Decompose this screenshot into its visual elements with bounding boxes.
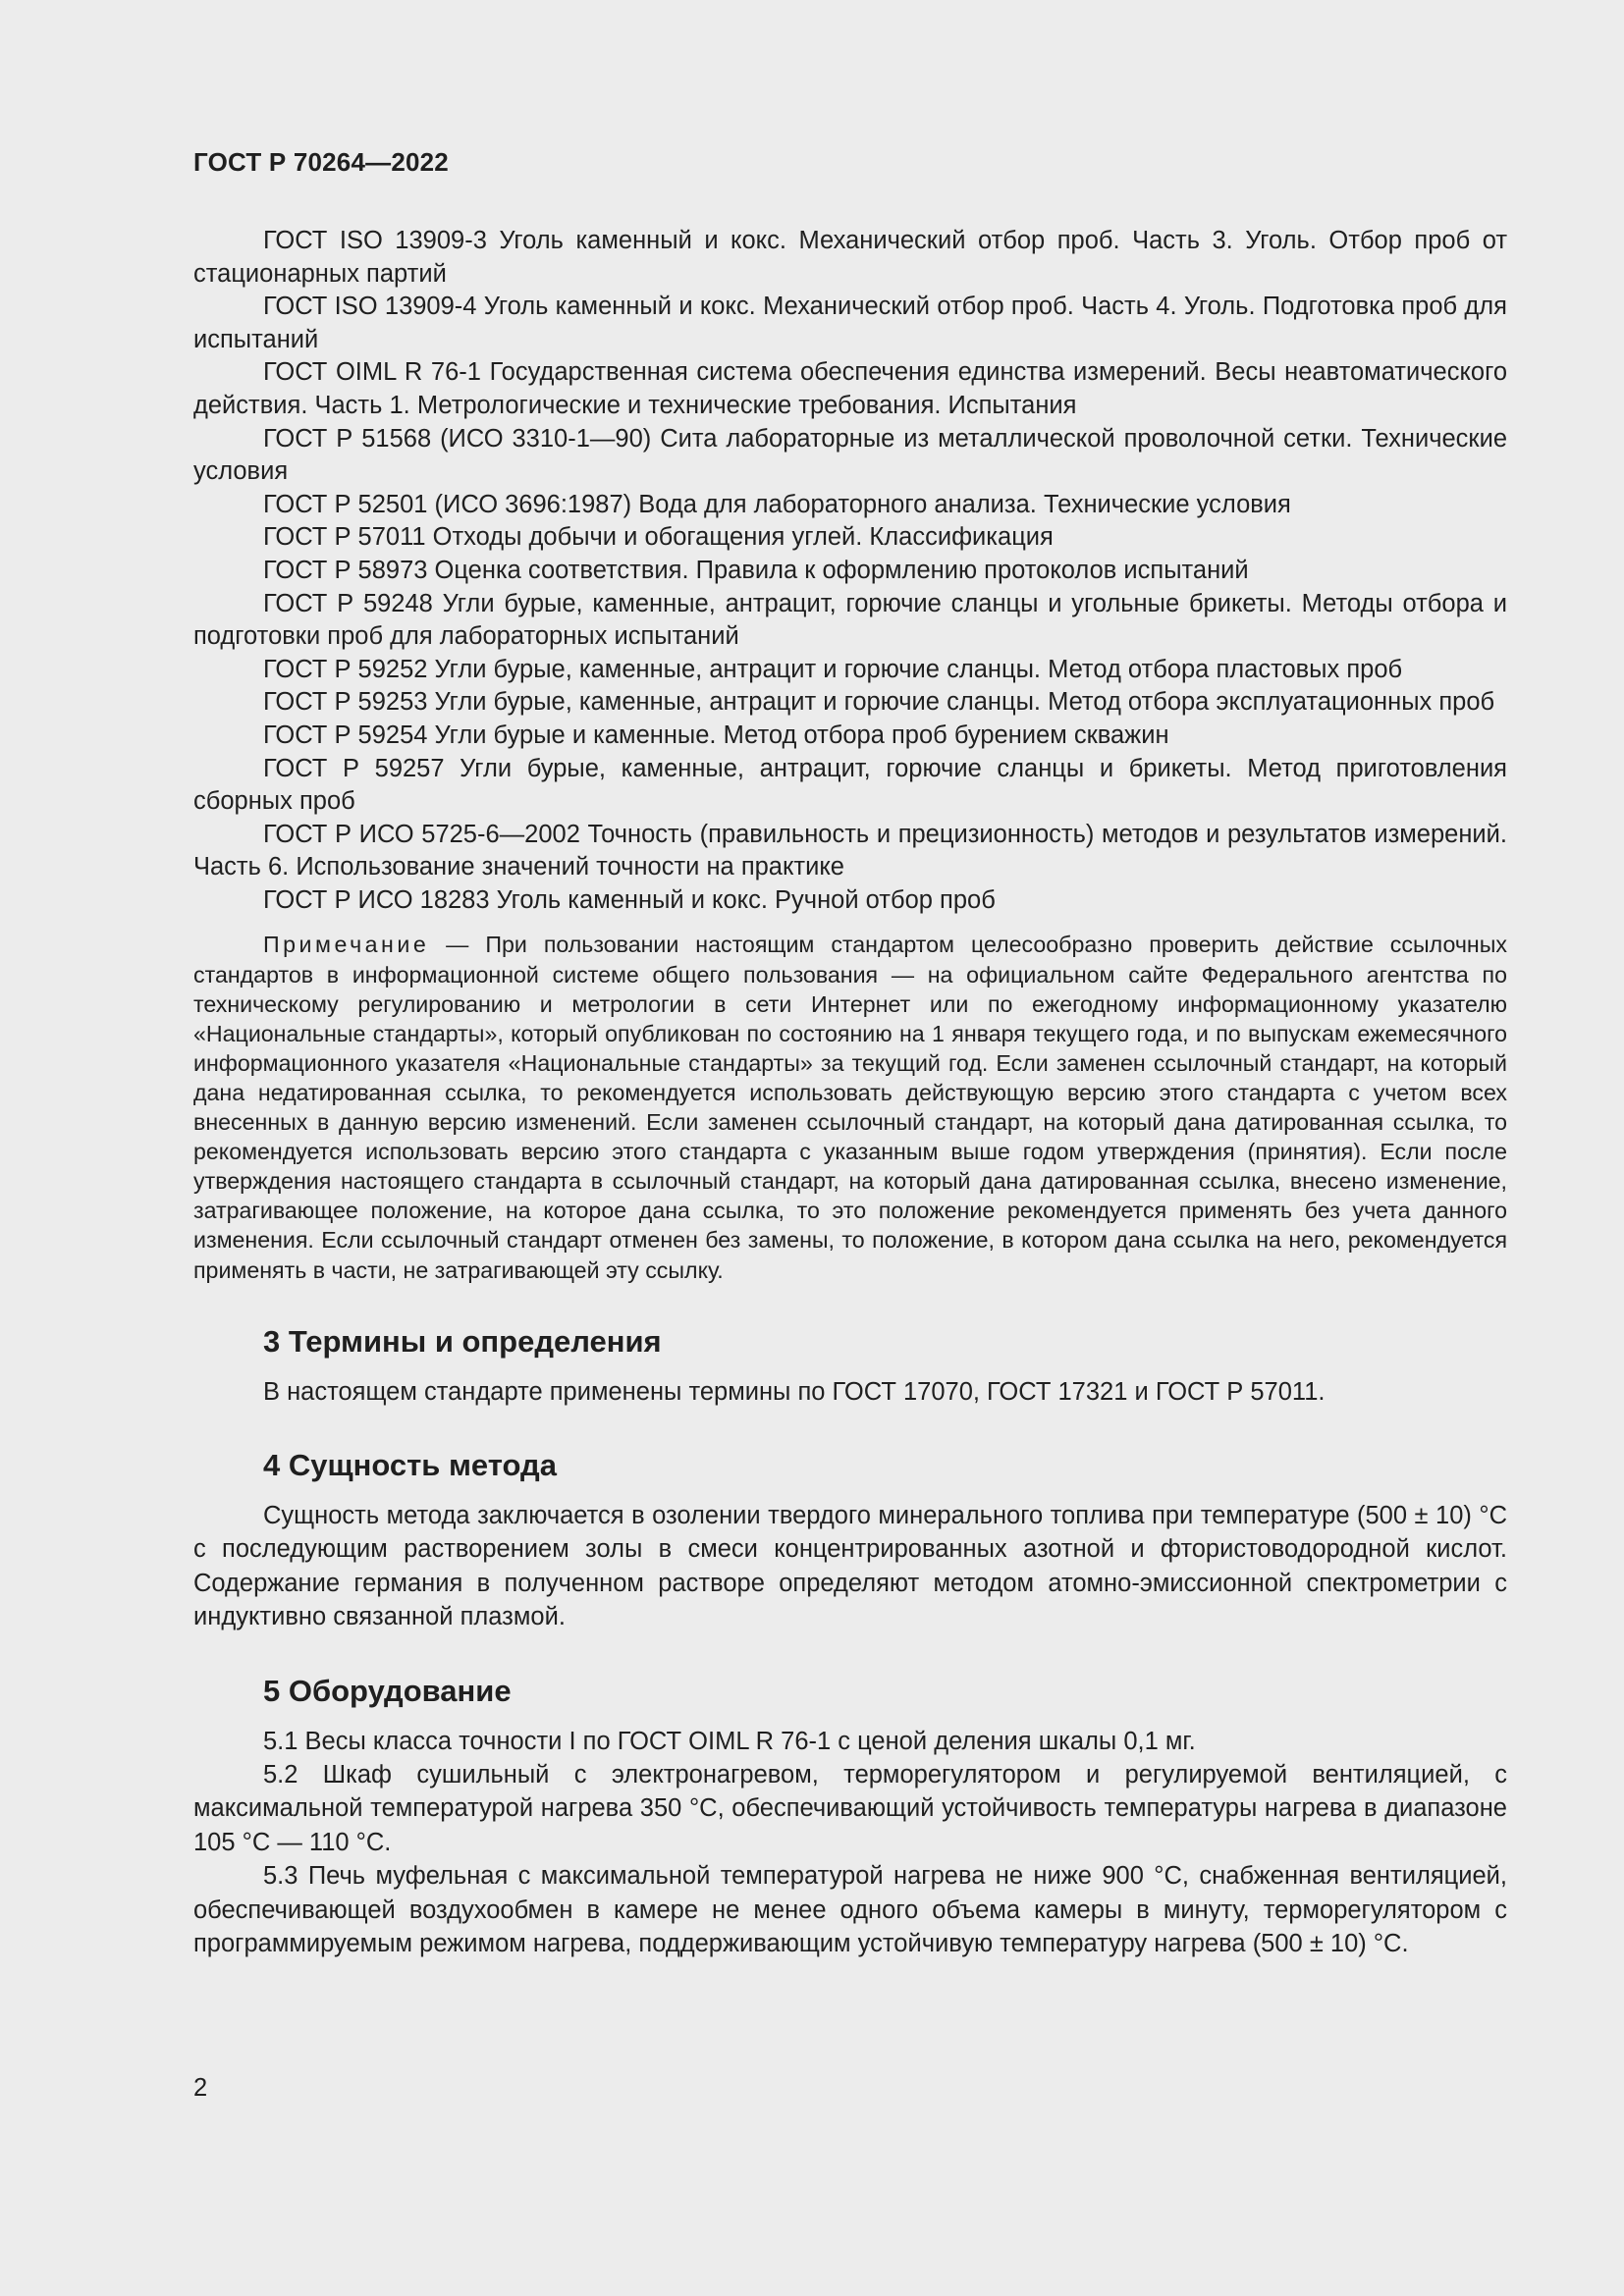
reference-item: ГОСТ Р ИСО 5725-6—2002 Точность (правильность и прецизионность) методов и результатов измерений. Часть 6. Использование значений точности на практике xyxy=(193,820,1507,881)
reference-item: ГОСТ Р 58973 Оценка соответствия. Правила к оформлению протоколов испытаний xyxy=(263,556,1249,584)
paragraph: 5.3 Печь муфельная с максимальной температурой нагрева не ниже 900 °С, снабженная вентиляцией, обеспечивающей воздухообмен в камере не менее одного объема камеры в минуту, терморегулятором с программируемым режимом нагрева, поддерживающим устойчивую температуру нагрева (500 ± 10) °С. xyxy=(193,1862,1507,1958)
page-content xyxy=(193,225,1507,1960)
page-number: 2 xyxy=(193,2074,208,2102)
paragraph: 5.2 Шкаф сушильный с электронагревом, терморегулятором и регулируемой вентиляцией, с максимальной температурой нагрева 350 °С, обеспечивающий устойчивость температуры нагрева в диапазоне 105 °С — 110 °С. xyxy=(193,1761,1507,1856)
section-equipment xyxy=(193,1674,1507,1961)
paragraph: В настоящем стандарте применены термины по ГОСТ 17070, ГОСТ 17321 и ГОСТ Р 57011. xyxy=(263,1377,1326,1406)
section-method-essence xyxy=(193,1448,1507,1634)
section-title: 5 Оборудование xyxy=(263,1673,512,1708)
reference-item: ГОСТ Р 57011 Отходы добычи и обогащения углей. Классификация xyxy=(263,523,1054,552)
reference-item: ГОСТ Р ИСО 18283 Уголь каменный и кокс. Ручной отбор проб xyxy=(263,885,996,914)
section-title: 4 Сущность метода xyxy=(263,1448,557,1482)
references-note xyxy=(193,930,1507,1284)
reference-item: ГОСТ Р 59252 Угли бурые, каменные, антрацит и горючие сланцы. Метод отбора пластовых проб xyxy=(263,655,1403,683)
reference-item: ГОСТ ISO 13909-4 Уголь каменный и кокс. Механический отбор проб. Часть 4. Уголь. Подготовка проб для испытаний xyxy=(193,293,1507,353)
paragraph: 5.1 Весы класса точности I по ГОСТ OIML R 76-1 с ценой деления шкалы 0,1 мг. xyxy=(263,1727,1196,1755)
paragraph: Сущность метода заключается в озолении твердого минерального топлива при температуре (500 ± 10) °С с последующим растворением золы в смеси концентрированных азотной и фтористоводородной кислот. Содержание германия в полученном растворе определяют методом атомно-эмиссионной спектрометрии с индуктивно связанной плазмой. xyxy=(193,1502,1507,1631)
reference-item: ГОСТ Р 51568 (ИСО 3310-1—90) Сита лабораторные из металлической проволочной сетки. Технические условия xyxy=(193,424,1507,486)
note-text: — При пользовании настоящим стандартом целесообразно проверить действие ссылочных стандартов в информационной системе общего пользования — на официальном сайте Федерального агентства по техническому регулированию и метрологии в сети Интернет или по ежегодному информационному указателю «Национальные стандарты», который опубликован по состоянию на 1 января текущего года, и по выпускам ежемесячного информационного указателя «Национальные стандарты» за текущий год. Если заменен ссылочный стандарт, на который дана недатированная ссылка, то рекомендуется использовать действующую версию этого стандарта с учетом всех внесенных в данную версию изменений. Если заменен ссылочный стандарт, на который дана датированная ссылка, то рекомендуется использовать версию этого стандарта с указанным выше годом утверждения (принятия). Если после утверждения настоящего стандарта в ссылочный стандарт, на который дана датированная ссылка, внесено изменение, затрагивающее положение, на которое дана ссылка, то это положение рекомендуется применять без учета данного изменения. Если ссылочный стандарт отменен без замены, то положение, в котором дана ссылка на него, рекомендуется применять в части, не затрагивающей эту ссылку. xyxy=(193,932,1507,1283)
note-label: Примечание xyxy=(263,932,430,958)
reference-item: ГОСТ Р 59257 Угли бурые, каменные, антрацит, горючие сланцы и брикеты. Метод приготовления сборных проб xyxy=(193,754,1507,816)
normative-references-list xyxy=(193,225,1507,917)
reference-item: ГОСТ Р 59248 Угли бурые, каменные, антрацит, горючие сланцы и угольные брикеты. Методы отбора и подготовки проб для лабораторных испытаний xyxy=(193,589,1507,651)
reference-item: ГОСТ Р 59254 Угли бурые и каменные. Метод отбора проб бурением скважин xyxy=(263,721,1169,749)
section-terms xyxy=(193,1324,1507,1409)
document-header: ГОСТ Р 70264—2022 xyxy=(193,147,449,177)
reference-item: ГОСТ OIML R 76-1 Государственная система обеспечения единства измерений. Весы неавтоматического действия. Часть 1. Метрологические и технические требования. Испытания xyxy=(193,358,1507,419)
reference-item: ГОСТ ISO 13909-3 Уголь каменный и кокс. Механический отбор проб. Часть 3. Уголь. Отбор проб от стационарных партий xyxy=(193,227,1507,288)
reference-item: ГОСТ Р 59253 Угли бурые, каменные, антрацит и горючие сланцы. Метод отбора эксплуатационных проб xyxy=(263,688,1495,717)
section-title: 3 Термины и определения xyxy=(263,1323,662,1359)
reference-item: ГОСТ Р 52501 (ИСО 3696:1987) Вода для лабораторного анализа. Технические условия xyxy=(263,490,1291,518)
